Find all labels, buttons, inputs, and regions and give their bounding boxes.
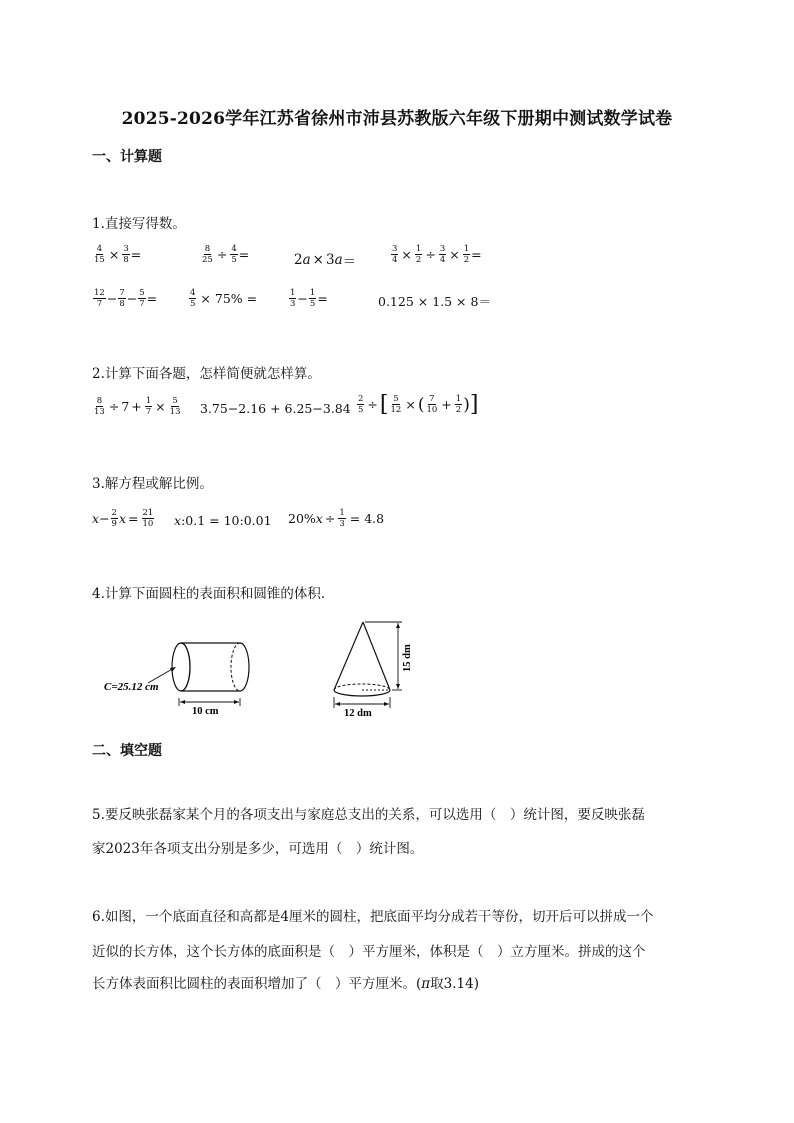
fraction: $\frac{8}{13}$ <box>94 396 105 417</box>
fraction: $\frac{4}{5}$ <box>231 244 237 265</box>
fraction: $\frac{12}{7}$ <box>94 288 105 309</box>
fraction: $\frac{3}{8}$ <box>123 244 129 265</box>
page-title: 2025-2026学年江苏省徐州市沛县苏教版六年级下册期中测试数学试卷 <box>121 109 673 129</box>
question-5-line-1: 5.要反映张磊家某个月的各项支出与家庭总支出的关系，可以选用（ ）统计图，要反映张磊 <box>92 807 645 823</box>
q1-expr-8: 0.125 × 1.5 × 8＝ <box>378 294 491 309</box>
q2-expr-1: $\frac{8}{13}$ ÷ 7 + $\frac{1}{7}$ × $\frac{5}{13}$ <box>94 396 181 417</box>
q1-expr-1: $\frac{4}{15}$ × $\frac{3}{8}$ = <box>94 244 142 265</box>
fraction: $\frac{3}{4}$ <box>392 244 398 265</box>
fraction: $\frac{1}{2}$ <box>415 244 422 265</box>
q3-equation-3: 20% x ÷ $\frac{1}{3}$ = 4.8 <box>288 508 385 529</box>
question-5-line-2: 家2023年各项支出分别是多少，可选用（ ）统计图。 <box>92 841 424 857</box>
question-6-line-1: 6.如图，一个底面直径和高都是4厘米的圆柱，把底面平均分成若干等份，切开后可以拼成一个 <box>92 909 654 925</box>
section-heading-calculation: 一、计算题 <box>92 149 162 165</box>
q1-expr-7: $\frac{1}{3}$ − $\frac{1}{5}$ = <box>290 288 328 309</box>
fraction: $\frac{1}{5}$ <box>309 288 316 309</box>
cylinder-length-label: 10 cm <box>192 706 219 717</box>
q1-expr-3: 2 a × 3 a ＝ <box>294 252 357 270</box>
fraction: $\frac{2}{5}$ <box>358 394 364 415</box>
fraction: $\frac{2}{9}$ <box>111 508 117 529</box>
question-6-line-2: 近似的长方体，这个长方体的底面积是（ ）平方厘米，体积是（ ）立方厘米。拼成的这个 <box>92 944 646 960</box>
fraction: $\frac{1}{2}$ <box>455 394 462 415</box>
fraction: $\frac{1}{2}$ <box>463 244 470 265</box>
fraction: $\frac{1}{7}$ <box>145 396 152 417</box>
q1-expr-5: $\frac{12}{7}$ − $\frac{7}{8}$ − $\frac{5}{7}$ = <box>94 288 158 309</box>
question-6-line-3: 长方体表面积比圆柱的表面积增加了（ ）平方厘米。(π取3.14) <box>92 976 479 992</box>
cylinder-figure <box>100 632 260 718</box>
question-3-prompt: 3.解方程或解比例。 <box>92 476 213 492</box>
fraction: $\frac{3}{4}$ <box>439 244 446 265</box>
section-heading-fill-blank: 二、填空题 <box>92 743 162 759</box>
fraction: $\frac{7}{8}$ <box>119 288 125 309</box>
cone-height-label: 15 dm <box>402 644 413 672</box>
fraction: $\frac{5}{12}$ <box>390 394 402 415</box>
q3-equation-1: x − $\frac{2}{9}$ x = $\frac{21}{10}$ <box>92 508 154 529</box>
fraction: $\frac{4}{5}$ <box>190 288 196 309</box>
question-1-prompt: 1.直接写得数。 <box>92 216 186 232</box>
question-2-prompt: 2.计算下面各题，怎样简便就怎样算。 <box>92 366 321 382</box>
fraction: $\frac{1}{3}$ <box>339 508 345 529</box>
fraction: $\frac{8}{25}$ <box>202 244 213 265</box>
fraction: $\frac{5}{13}$ <box>169 396 181 417</box>
q2-expr-2: 3.75−2.16 + 6.25−3.84 <box>200 401 351 416</box>
cylinder-circumference-label: C=25.12 cm <box>104 681 159 693</box>
fraction: $\frac{1}{3}$ <box>290 288 296 309</box>
question-4-prompt: 4.计算下面圆柱的表面积和圆锥的体积． <box>92 586 335 602</box>
cone-figure <box>320 614 420 720</box>
fraction: $\frac{21}{10}$ <box>142 508 154 529</box>
fraction: $\frac{7}{10}$ <box>426 394 438 415</box>
q1-expr-2: $\frac{8}{25}$ ÷ $\frac{4}{5}$ = <box>202 244 250 265</box>
q3-equation-2: x :0.1 = 10:0.01 <box>174 513 272 528</box>
q1-expr-6: $\frac{4}{5}$ × 75% = <box>190 288 258 309</box>
q2-expr-3: $\frac{2}{5}$ ÷ [ $\frac{5}{12}$ × ( $\frac{7}{10}$ + $\frac{1}{2}$ ) ] <box>358 391 479 417</box>
fraction: $\frac{5}{7}$ <box>139 288 145 309</box>
fraction: $\frac{4}{15}$ <box>94 244 105 265</box>
cone-base-label: 12 dm <box>344 708 372 719</box>
q1-expr-4: $\frac{3}{4}$ × $\frac{1}{2}$ ÷ $\frac{3}{4}$ × $\frac{1}{2}$ = <box>392 244 482 265</box>
